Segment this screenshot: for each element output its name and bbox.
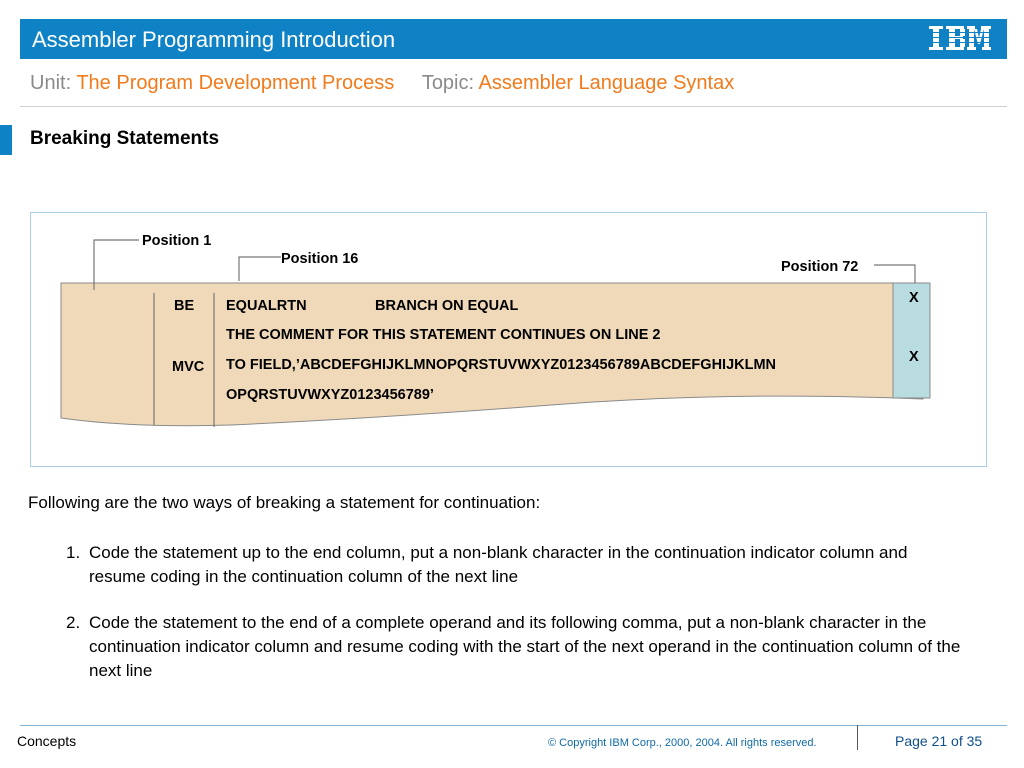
header-divider bbox=[20, 106, 1007, 107]
row-4-operands-continuation: OPQRSTUVWXYZ0123456789’ bbox=[226, 387, 434, 403]
unit-value: The Program Development Process bbox=[76, 72, 395, 94]
row-3-operands: TO FIELD,’ABCDEFGHIJKLMNOPQRSTUVWXYZ0123456789ABCDEFGHIJKLMN bbox=[226, 357, 777, 373]
ibm-logo-icon bbox=[929, 24, 991, 52]
coding-sheet-figure bbox=[30, 212, 987, 467]
topic-value: Assembler Language Syntax bbox=[478, 72, 735, 94]
list-item-text: Code the statement up to the end column, put a non-blank character in the continuation indicator column and resume coding in the continuation column of the next line bbox=[89, 543, 908, 586]
body-intro: Following are the two ways of breaking a statement for continuation: bbox=[28, 493, 541, 512]
row-1-operands: EQUALRTN bbox=[226, 298, 307, 314]
row-3-opcode: MVC bbox=[172, 359, 205, 375]
list-item-text: Code the statement to the end of a complete operand and its following comma, put a non-blank character in the continuation indicator column and resume coding with the start of the next operand in the continuation column of the next line bbox=[89, 613, 961, 680]
footer-page-number: Page 21 of 35 bbox=[895, 733, 983, 749]
row-1-opcode: BE bbox=[174, 298, 195, 314]
unit-topic-line bbox=[30, 72, 734, 95]
presentation-title: Assembler Programming Introduction bbox=[32, 27, 396, 52]
header-bar bbox=[20, 19, 1007, 59]
section-title: Breaking Statements bbox=[30, 128, 220, 149]
list-item bbox=[66, 611, 966, 683]
footer-copyright: © Copyright IBM Corp., 2000, 2004. All rights reserved. bbox=[548, 737, 817, 749]
section-marker bbox=[0, 125, 12, 155]
list-item bbox=[66, 541, 966, 589]
topic-label: Topic: bbox=[421, 72, 475, 94]
row-3-continuation-indicator: X bbox=[909, 349, 919, 365]
list-item-number: 1. bbox=[66, 543, 81, 562]
unit-label: Unit: bbox=[30, 72, 72, 94]
position-16-label: Position 16 bbox=[281, 251, 359, 267]
list-item-number: 2. bbox=[66, 613, 81, 632]
row-1-continuation-indicator: X bbox=[909, 290, 919, 306]
position-1-label: Position 1 bbox=[142, 233, 212, 249]
position-72-leader bbox=[874, 265, 915, 283]
position-72-label: Position 72 bbox=[781, 259, 859, 275]
footer-separator bbox=[857, 725, 858, 750]
row-1-comment: BRANCH ON EQUAL bbox=[375, 298, 519, 314]
footer-section-label: Concepts bbox=[17, 733, 77, 749]
position-16-leader bbox=[239, 257, 281, 281]
row-2-comment-continuation: THE COMMENT FOR THIS STATEMENT CONTINUES ON LINE 2 bbox=[226, 327, 661, 343]
footer-divider bbox=[20, 725, 1007, 726]
